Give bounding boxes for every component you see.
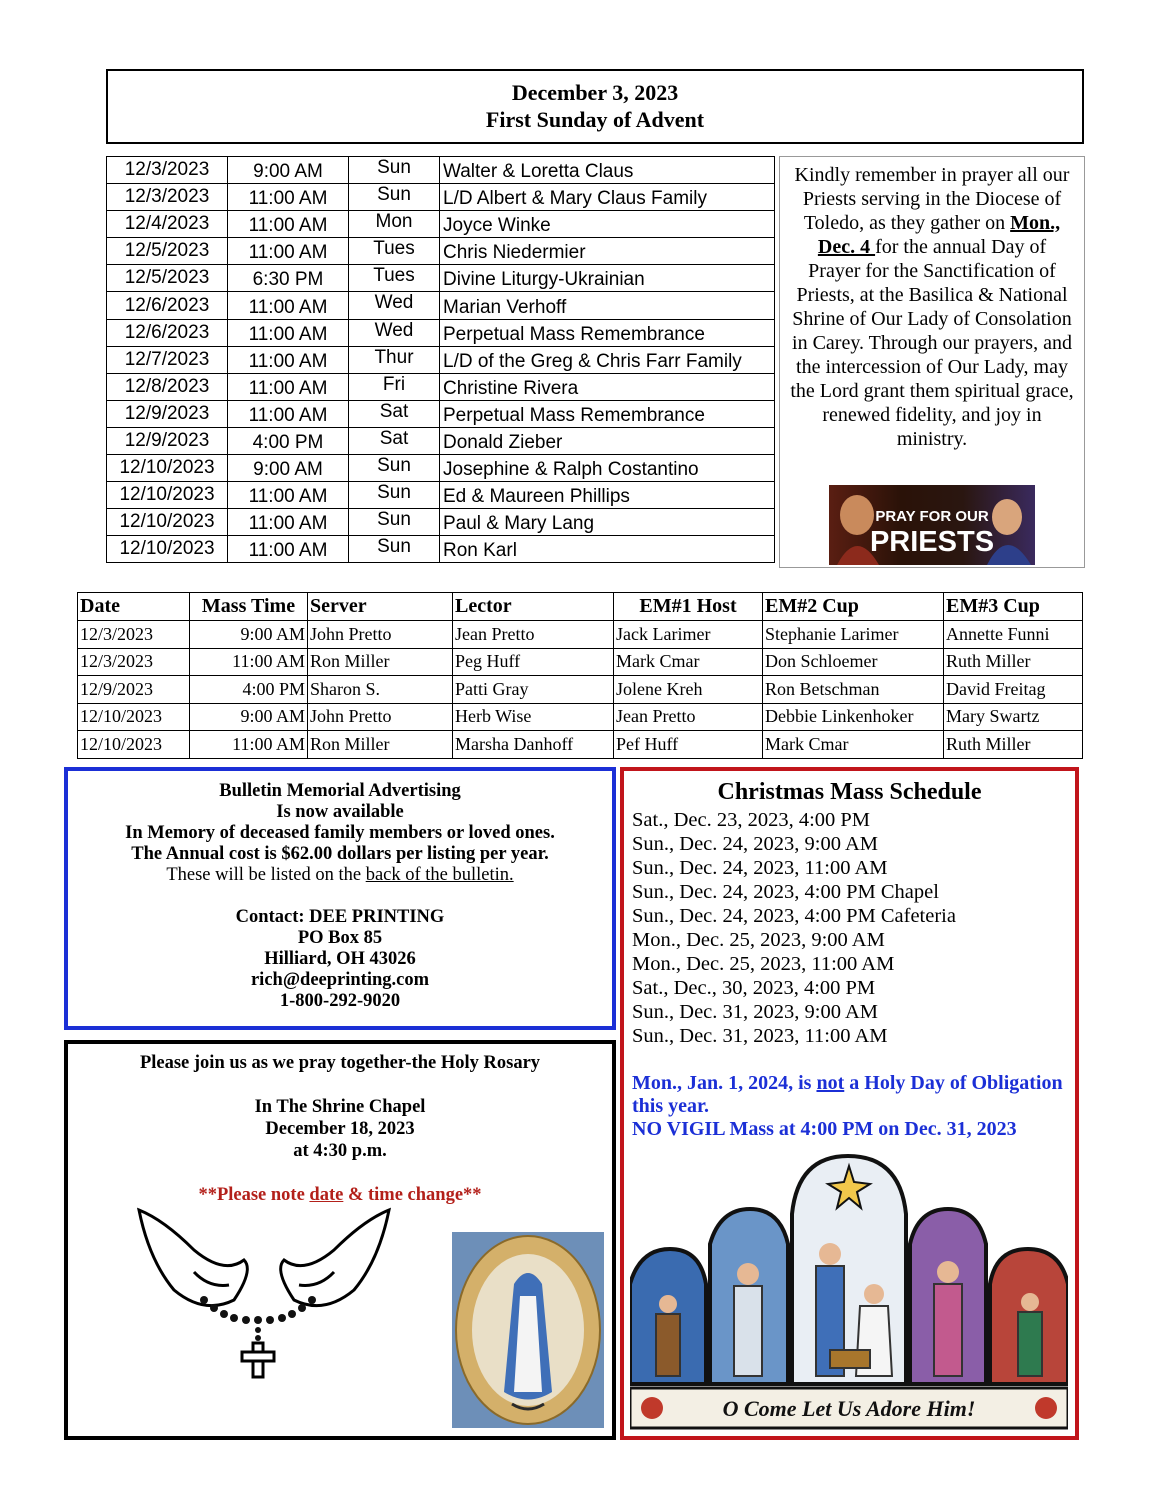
mass-intention-row bbox=[107, 319, 775, 346]
mass-date-cell: 12/10/2023 bbox=[107, 482, 228, 509]
ministry-time-cell: 9:00 AM bbox=[190, 703, 308, 731]
mass-intention-cell: Marian Verhoff bbox=[440, 292, 775, 319]
header-date: Date bbox=[78, 593, 190, 621]
mass-day-cell: Tues bbox=[349, 238, 440, 265]
mass-time-cell: 4:00 PM bbox=[228, 427, 349, 454]
mass-intention-cell: Christine Rivera bbox=[440, 373, 775, 400]
priests-image-line2: PRIESTS bbox=[869, 526, 995, 558]
prayer-date-highlight: Mon., Dec. 4 bbox=[817, 212, 1061, 258]
ministry-em2-cell: Ron Betschman bbox=[763, 676, 944, 704]
priests-image-line1: PRAY FOR OUR bbox=[875, 508, 989, 525]
memorial-contact: Contact: DEE PRINTING bbox=[235, 907, 445, 927]
ministry-em2-cell: Debbie Linkenhoker bbox=[763, 703, 944, 731]
ministry-row bbox=[78, 676, 1083, 704]
christmas-mass-item: Sun., Dec. 31, 2023, 9:00 AM bbox=[632, 1001, 878, 1023]
mass-intention-row bbox=[107, 509, 775, 536]
ministry-em1-cell: Pef Huff bbox=[614, 731, 763, 759]
mass-day-cell: Sun bbox=[349, 157, 440, 184]
mass-date-cell: 12/10/2023 bbox=[107, 455, 228, 482]
bulletin-header bbox=[106, 69, 1084, 144]
ministry-server-cell: Sharon S. bbox=[308, 676, 453, 704]
praying-hands-rosary-icon bbox=[134, 1200, 394, 1380]
rosary-line1: Please join us as we pray together-the Holy Rosary bbox=[139, 1053, 541, 1073]
ministry-lector-cell: Jean Pretto bbox=[453, 621, 614, 649]
rosary-note-prefix: **Please note bbox=[198, 1185, 310, 1205]
mass-time-cell: 11:00 AM bbox=[228, 292, 349, 319]
ministry-em3-cell: Ruth Miller bbox=[944, 731, 1083, 759]
christmas-mass-item: Sat., Dec., 30, 2023, 4:00 PM bbox=[632, 977, 876, 999]
rosary-note-date: date bbox=[309, 1185, 344, 1205]
ministry-server-cell: Ron Miller bbox=[308, 648, 453, 676]
mass-day-cell: Tues bbox=[349, 265, 440, 292]
memorial-line5-prefix: These will be listed on the bbox=[166, 865, 366, 885]
ministry-em2-cell: Mark Cmar bbox=[763, 731, 944, 759]
mass-intention-cell: Chris Niedermier bbox=[440, 238, 775, 265]
rosary-notice-box bbox=[64, 1040, 616, 1440]
christmas-mass-item: Sat., Dec. 23, 2023, 4:00 PM bbox=[632, 809, 871, 831]
mass-intention-cell: Perpetual Mass Remembrance bbox=[440, 319, 775, 346]
ministry-row bbox=[78, 621, 1083, 649]
pray-for-priests-image bbox=[829, 485, 1035, 565]
memorial-advertising-box bbox=[64, 767, 616, 1030]
mass-day-cell: Mon bbox=[349, 211, 440, 238]
ministry-date-cell: 12/9/2023 bbox=[78, 676, 190, 704]
mass-day-cell: Sun bbox=[349, 536, 440, 563]
ministry-time-cell: 11:00 AM bbox=[190, 648, 308, 676]
mass-intention-row bbox=[107, 346, 775, 373]
ministry-em1-cell: Jolene Kreh bbox=[614, 676, 763, 704]
ministry-date-cell: 12/10/2023 bbox=[78, 731, 190, 759]
mass-intention-cell: L/D of the Greg & Chris Farr Family bbox=[440, 346, 775, 373]
christmas-schedule-box bbox=[620, 767, 1079, 1440]
mass-day-cell: Sun bbox=[349, 509, 440, 536]
memorial-box-number: PO Box 85 bbox=[297, 928, 383, 948]
ministry-server-cell: John Pretto bbox=[308, 621, 453, 649]
ministry-em3-cell: David Freitag bbox=[944, 676, 1083, 704]
ministry-server-cell: Ron Miller bbox=[308, 731, 453, 759]
prayer-text-after: for the annual Day of Prayer for the Sanctification of Priests, at the Basilica & National Shrine of Our Lady of Consolation in Carey. Through our prayers, and the intercession of Our Lady, may the Lord grant them spiritual grace, renewed fidelity, and joy in ministry. bbox=[790, 236, 1074, 450]
memorial-line5 bbox=[68, 865, 612, 886]
mass-intention-row bbox=[107, 427, 775, 454]
memorial-phone: 1-800-292-9020 bbox=[279, 991, 401, 1011]
rosary-line4: at 4:30 p.m. bbox=[293, 1141, 387, 1161]
mass-time-cell: 11:00 AM bbox=[228, 482, 349, 509]
mass-time-cell: 9:00 AM bbox=[228, 157, 349, 184]
mass-date-cell: 12/10/2023 bbox=[107, 536, 228, 563]
mass-intentions-table bbox=[106, 156, 775, 563]
mass-intention-row bbox=[107, 184, 775, 211]
ministry-lector-cell: Patti Gray bbox=[453, 676, 614, 704]
header-server: Server bbox=[308, 593, 453, 621]
bulletin-title: First Sunday of Advent bbox=[485, 107, 705, 132]
no-vigil-note: NO VIGIL Mass at 4:00 PM on Dec. 31, 2023 bbox=[632, 1118, 1017, 1140]
mass-intention-row bbox=[107, 265, 775, 292]
ministry-header-row bbox=[78, 593, 1083, 621]
mass-time-cell: 11:00 AM bbox=[228, 346, 349, 373]
mass-time-cell: 11:00 AM bbox=[228, 319, 349, 346]
mass-date-cell: 12/6/2023 bbox=[107, 292, 228, 319]
mass-day-cell: Fri bbox=[349, 373, 440, 400]
mass-time-cell: 6:30 PM bbox=[228, 265, 349, 292]
memorial-line5-link: back of the bulletin. bbox=[365, 865, 514, 885]
christmas-mass-item: Mon., Dec. 25, 2023, 9:00 AM bbox=[632, 929, 885, 951]
mass-intention-cell: Ron Karl bbox=[440, 536, 775, 563]
ministry-em1-cell: Jack Larimer bbox=[614, 621, 763, 649]
nativity-stained-glass-image bbox=[630, 1154, 1068, 1432]
mass-intention-cell: Divine Liturgy-Ukrainian bbox=[440, 265, 775, 292]
header-lector: Lector bbox=[453, 593, 614, 621]
ministry-em3-cell: Annette Funni bbox=[944, 621, 1083, 649]
christmas-mass-item: Sun., Dec. 24, 2023, 4:00 PM Cafeteria bbox=[632, 905, 956, 927]
header-em3-cup: EM#3 Cup bbox=[944, 593, 1083, 621]
christmas-mass-item: Sun., Dec. 24, 2023, 9:00 AM bbox=[632, 833, 878, 855]
mass-time-cell: 11:00 AM bbox=[228, 509, 349, 536]
ministry-time-cell: 11:00 AM bbox=[190, 731, 308, 759]
ministry-em3-cell: Mary Swartz bbox=[944, 703, 1083, 731]
rosary-line2: In The Shrine Chapel bbox=[254, 1097, 426, 1117]
mass-intention-row bbox=[107, 157, 775, 184]
mass-date-cell: 12/5/2023 bbox=[107, 238, 228, 265]
memorial-line3: In Memory of deceased family members or loved ones. bbox=[125, 823, 555, 843]
obligation-note-suffix: a Holy Day of Obligation this year. bbox=[632, 1072, 1063, 1117]
obligation-note-not: not bbox=[816, 1072, 845, 1094]
ministry-time-cell: 9:00 AM bbox=[190, 621, 308, 649]
ministry-em3-cell: Ruth Miller bbox=[944, 648, 1083, 676]
miraculous-medal-image bbox=[452, 1232, 604, 1428]
ministry-row bbox=[78, 731, 1083, 759]
mass-intention-cell: Walter & Loretta Claus bbox=[440, 157, 775, 184]
header-mass-time: Mass Time bbox=[190, 593, 308, 621]
mass-day-cell: Thur bbox=[349, 346, 440, 373]
mass-day-cell: Sun bbox=[349, 482, 440, 509]
ministry-em2-cell: Stephanie Larimer bbox=[763, 621, 944, 649]
ministry-em1-cell: Jean Pretto bbox=[614, 703, 763, 731]
mass-intention-cell: Josephine & Ralph Costantino bbox=[440, 455, 775, 482]
christmas-mass-list bbox=[632, 808, 1075, 1048]
mass-day-cell: Sat bbox=[349, 400, 440, 427]
ministry-em1-cell: Mark Cmar bbox=[614, 648, 763, 676]
christmas-mass-item: Sun., Dec. 31, 2023, 11:00 AM bbox=[632, 1025, 888, 1047]
rosary-line3: December 18, 2023 bbox=[265, 1119, 415, 1139]
mass-day-cell: Sat bbox=[349, 427, 440, 454]
mass-time-cell: 11:00 AM bbox=[228, 184, 349, 211]
mass-day-cell: Wed bbox=[349, 292, 440, 319]
mass-date-cell: 12/4/2023 bbox=[107, 211, 228, 238]
mass-intention-cell: Donald Zieber bbox=[440, 427, 775, 454]
christmas-mass-item: Sun., Dec. 24, 2023, 11:00 AM bbox=[632, 857, 888, 879]
mass-time-cell: 11:00 AM bbox=[228, 400, 349, 427]
mass-date-cell: 12/6/2023 bbox=[107, 319, 228, 346]
bulletin-date: December 3, 2023 bbox=[511, 80, 679, 105]
mass-date-cell: 12/5/2023 bbox=[107, 265, 228, 292]
mass-time-cell: 11:00 AM bbox=[228, 211, 349, 238]
memorial-line4: The Annual cost is $62.00 dollars per listing per year. bbox=[131, 844, 549, 864]
mass-intention-cell: Ed & Maureen Phillips bbox=[440, 482, 775, 509]
prayer-text-before: Kindly remember in prayer all our Priests serving in the Diocese of Toledo, as they gather on bbox=[794, 164, 1070, 234]
mass-intention-row bbox=[107, 482, 775, 509]
mass-time-cell: 11:00 AM bbox=[228, 536, 349, 563]
mass-intention-cell: Perpetual Mass Remembrance bbox=[440, 400, 775, 427]
mass-intention-cell: Joyce Winke bbox=[440, 211, 775, 238]
mass-intention-cell: Paul & Mary Lang bbox=[440, 509, 775, 536]
ministry-lector-cell: Marsha Danhoff bbox=[453, 731, 614, 759]
ministry-date-cell: 12/10/2023 bbox=[78, 703, 190, 731]
memorial-line2: Is now available bbox=[276, 802, 404, 822]
ministry-server-cell: John Pretto bbox=[308, 703, 453, 731]
mass-day-cell: Sun bbox=[349, 184, 440, 211]
ministry-row bbox=[78, 648, 1083, 676]
ministry-em2-cell: Don Schloemer bbox=[763, 648, 944, 676]
christmas-title: Christmas Mass Schedule bbox=[717, 779, 982, 805]
mass-day-cell: Wed bbox=[349, 319, 440, 346]
mass-date-cell: 12/9/2023 bbox=[107, 427, 228, 454]
priest-prayer-notice bbox=[779, 156, 1085, 568]
mass-time-cell: 9:00 AM bbox=[228, 455, 349, 482]
obligation-note-prefix: Mon., Jan. 1, 2024, is bbox=[632, 1072, 817, 1094]
ministry-lector-cell: Herb Wise bbox=[453, 703, 614, 731]
mass-date-cell: 12/3/2023 bbox=[107, 184, 228, 211]
mass-time-cell: 11:00 AM bbox=[228, 373, 349, 400]
memorial-email[interactable]: rich@deeprinting.com bbox=[250, 970, 430, 990]
mass-time-cell: 11:00 AM bbox=[228, 238, 349, 265]
rosary-note-suffix: & time change** bbox=[343, 1185, 482, 1205]
mass-intention-cell: L/D Albert & Mary Claus Family bbox=[440, 184, 775, 211]
christmas-obligation-note bbox=[632, 1072, 1075, 1141]
mass-date-cell: 12/7/2023 bbox=[107, 346, 228, 373]
christmas-mass-item: Sun., Dec. 24, 2023, 4:00 PM Chapel bbox=[632, 881, 939, 903]
memorial-line1: Bulletin Memorial Advertising bbox=[219, 781, 461, 801]
mass-date-cell: 12/8/2023 bbox=[107, 373, 228, 400]
mass-intention-row bbox=[107, 238, 775, 265]
mass-date-cell: 12/9/2023 bbox=[107, 400, 228, 427]
header-em2-cup: EM#2 Cup bbox=[763, 593, 944, 621]
mass-intention-row bbox=[107, 373, 775, 400]
nativity-banner-text: O Come Let Us Adore Him! bbox=[722, 1396, 976, 1421]
header-em1-host: EM#1 Host bbox=[614, 593, 763, 621]
mass-intention-row bbox=[107, 536, 775, 563]
memorial-city: Hilliard, OH 43026 bbox=[264, 949, 416, 969]
christmas-mass-item: Mon., Dec. 25, 2023, 11:00 AM bbox=[632, 953, 895, 975]
mass-day-cell: Sun bbox=[349, 455, 440, 482]
ministry-lector-cell: Peg Huff bbox=[453, 648, 614, 676]
ministry-row bbox=[78, 703, 1083, 731]
ministry-time-cell: 4:00 PM bbox=[190, 676, 308, 704]
mass-intention-row bbox=[107, 292, 775, 319]
ministry-date-cell: 12/3/2023 bbox=[78, 621, 190, 649]
mass-intention-row bbox=[107, 211, 775, 238]
mass-date-cell: 12/10/2023 bbox=[107, 509, 228, 536]
ministry-date-cell: 12/3/2023 bbox=[78, 648, 190, 676]
ministry-schedule-table bbox=[77, 592, 1083, 759]
mass-intention-row bbox=[107, 400, 775, 427]
mass-intention-row bbox=[107, 455, 775, 482]
mass-date-cell: 12/3/2023 bbox=[107, 157, 228, 184]
